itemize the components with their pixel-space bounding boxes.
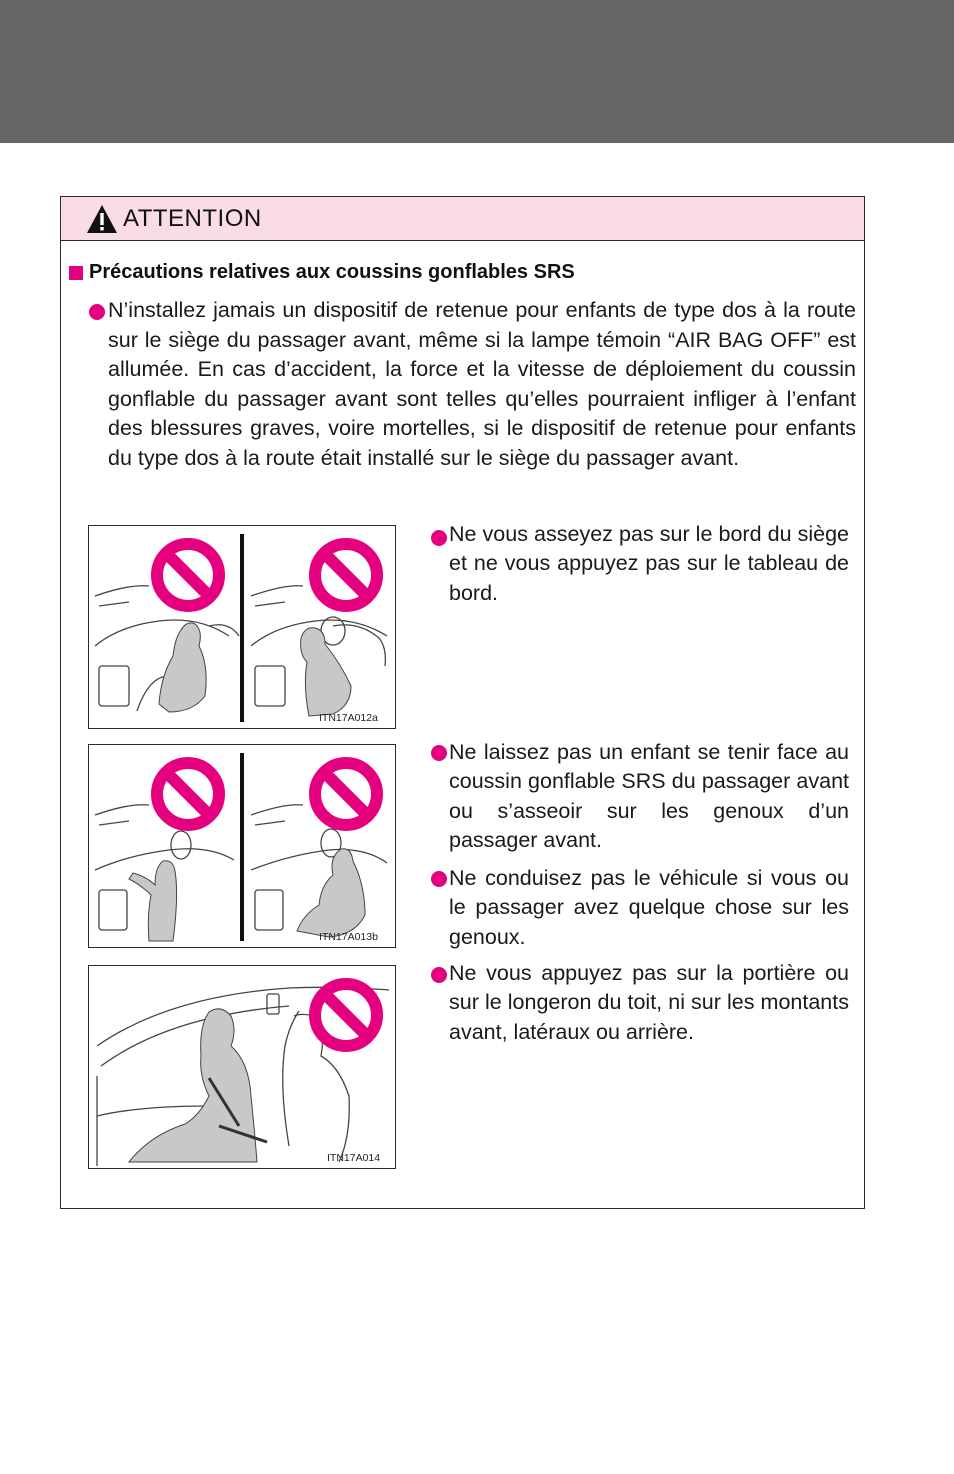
bullet-dot-icon <box>431 530 447 546</box>
attention-header <box>61 197 864 241</box>
bullet-dot-icon <box>431 871 447 887</box>
bullet-text: Ne vous appuyez pas sur la portière ou sur le longeron du toit, ni sur les montants avant, latéraux ou arrière. <box>449 961 849 1044</box>
attention-title: ATTENTION <box>123 205 262 232</box>
figure-code: ITN17A014 <box>327 1152 381 1164</box>
figure-leaning-door <box>88 965 396 1169</box>
header-band <box>0 0 954 143</box>
figure-edge-of-seat <box>88 525 396 729</box>
section-square-icon <box>69 266 83 280</box>
bullet-dot-icon <box>431 967 447 983</box>
prohibition-icon <box>149 755 227 833</box>
bullet-text: Ne laissez pas un enfant se tenir face au coussin gonflable SRS du passager avant ou s’asseoir sur les genoux d’un passager avant. <box>449 740 849 853</box>
prohibition-icon <box>307 976 385 1054</box>
bullet-dot-icon <box>431 745 447 761</box>
warning-triangle-icon <box>85 203 119 235</box>
bullet-dot-icon <box>89 304 105 320</box>
bullet-text: Ne conduisez pas le véhicule si vous ou le passager avez quelque chose sur les genoux. <box>449 866 849 949</box>
prohibition-icon <box>307 536 385 614</box>
section-title <box>69 261 575 284</box>
attention-box <box>60 196 865 1209</box>
bullet-text: Ne vous asseyez pas sur le bord du siège et ne vous appuyez pas sur le tableau de bord. <box>449 522 849 605</box>
section-title-text: Précautions relatives aux coussins gonflables SRS <box>89 261 575 283</box>
prohibition-icon <box>149 536 227 614</box>
figure-code: ITN17A012a <box>319 712 378 724</box>
figure-code: ITN17A013b <box>319 931 378 943</box>
prohibition-icon <box>307 755 385 833</box>
warning-paragraph: N’installez jamais un dispositif de retenue pour enfants de type dos à la route sur le siège du passager avant, même si la lampe témoin “AIR BAG OFF” est allumée. En cas d’accident, la force et la vitesse de déploiement du coussin gonflable du passager avant sont telles qu’elles pourraient infliger à l’enfant des blessures graves, voire mortelles, si le dispositif de retenue pour enfants du type dos à la route était installé sur le siège du passager avant. <box>108 298 856 470</box>
figure-child-airbag <box>88 744 396 948</box>
